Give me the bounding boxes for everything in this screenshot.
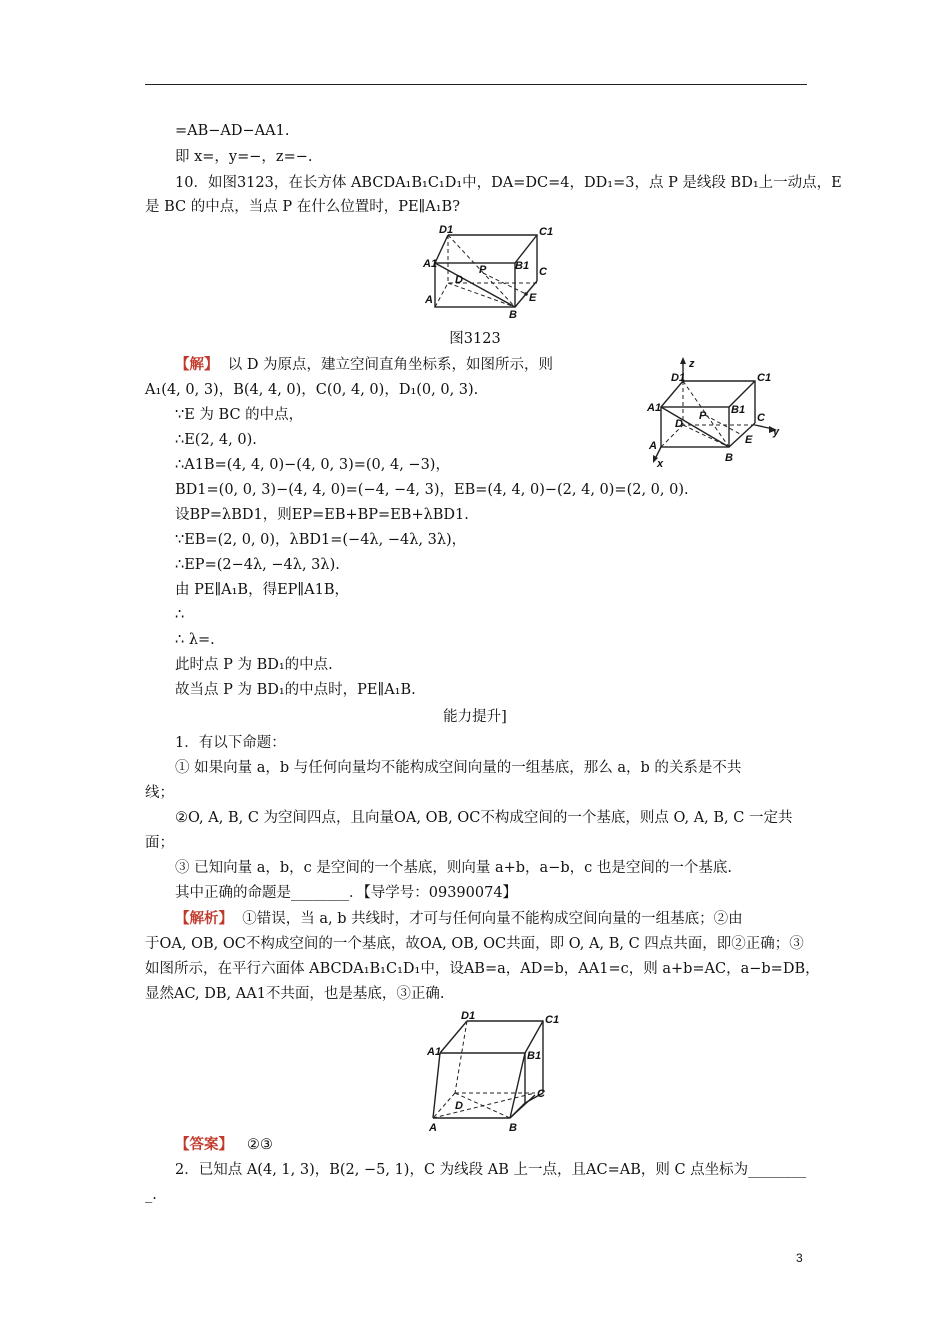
label: B [509,309,517,321]
header-rule [145,84,807,85]
label: A1 [427,1046,442,1058]
solution-line: ∴ λ=. [175,632,215,648]
solution-line: ∴A1B=(4, 4, 0)−(4, 0, 3)=(0, 4, −3)， [175,457,450,473]
question-10: 10．如图3123，在长方体 ABCDA₁B₁C₁D₁中，DA=DC=4，DD₁=3，点 P 是线段 BD₁上一动点，E [175,175,842,191]
problem-1: 1．有以下命题： [175,735,286,751]
label: C [537,1088,545,1100]
label: D [455,1100,463,1112]
label: B1 [731,404,746,416]
label: B [509,1122,517,1134]
solution-line: 由 PE∥A₁B，得EP∥A1B， [175,582,349,598]
figure-caption: 图3123 [449,331,501,347]
solution-line: A₁(4, 0, 3)，B(4, 4, 0)，C(0, 4, 0)，D₁(0, 0, 3). [145,382,479,398]
label: B [725,452,733,464]
section-title: 能力提升] [443,709,507,725]
question-10-cont: 是 BC 的中点，当点 P 在什么位置时，PE∥A₁B? [145,199,460,215]
text-line: 即 x=，y=−，z=−. [175,149,313,165]
solution-text: 以 D 为原点，建立空间直角坐标系，如图所示，则 [227,357,554,373]
label: C [539,266,547,278]
analysis-line: 显然AC, DB, AA1不共面，也是基底，③正确. [145,986,445,1002]
proposition-3: ③ 已知向量 a，b，c 是空间的一个基底，则向量 a+b，a−b，c 也是空间的一个基底. [175,860,732,876]
label: D [675,418,683,430]
analysis-line [175,910,743,928]
proposition-2-cont: 面； [145,835,174,851]
label: E [745,434,753,446]
label: C1 [757,372,772,384]
solution-line: ∵E 为 BC 的中点， [175,407,304,423]
label: A [425,294,433,306]
solution-line: 此时点 P 为 BD₁的中点. [175,657,333,673]
solution-line: ∵EB=(2, 0, 0)，λBD1=(−4λ, −4λ, 3λ)， [175,532,467,548]
analysis-tag: 【解析】 [175,910,233,927]
proposition-2: ②O, A, B, C 为空间四点，且向量OA, OB, OC不构成空间的一个基底，则点 O, A, B, C 一定共 [175,810,793,826]
label: A1 [423,258,438,270]
text-line: =AB−AD−AA1. [175,123,290,139]
label: A1 [647,402,662,414]
label: D [455,274,463,286]
label: A [429,1122,437,1134]
label: P [699,410,707,422]
answer-tag: 【答案】 [175,1136,233,1153]
solution-line: 设BP=λBD1，则EP=EB+BP=EB+λBD1. [175,507,469,523]
answer-line [175,1136,273,1154]
label: A [649,440,657,452]
proposition-1: ① 如果向量 a，b 与任何向量均不能构成空间向量的一组基底，那么 a，b 的关系是不共 [175,760,742,776]
solution-line: 故当点 P 为 BD₁的中点时，PE∥A₁B. [175,682,416,698]
solution-line: BD1=(0, 0, 3)−(4, 4, 0)=(−4, −4, 3)，EB=(4, 4, 0)−(2, 4, 0)=(2, 0, 0). [175,482,689,498]
solution-line: ∴ [175,607,185,623]
solution-tag: 【解】 [175,356,219,373]
figure-cuboid-1 [425,223,555,323]
label: C1 [545,1014,560,1026]
answer-blank: 其中正确的命题是________．【导学号：09390074】 [175,885,518,901]
figure-cuboid-axes [645,355,785,470]
label: E [529,292,537,304]
label: x [657,458,664,470]
label: B1 [527,1050,542,1062]
label: B1 [515,260,530,272]
solution-line [175,356,553,374]
label: D1 [439,224,454,236]
label: y [773,426,780,438]
solution-line: ∴E(2, 4, 0). [175,432,257,448]
figure-parallelepiped [425,1010,565,1134]
analysis-line: 如图所示，在平行六面体 ABCDA₁B₁C₁D₁中，设AB=a，AD=b，AA1=c，则 a+b=AC，a−b=DB， [145,961,820,977]
label: D1 [461,1010,476,1022]
analysis-text: ①错误，当 a, b 共线时，才可与任何向量不能构成空间向量的一组基底；②由 [242,911,743,927]
label: D1 [671,372,686,384]
label: z [689,358,695,370]
label: C [757,412,765,424]
answer-text: ②③ [246,1137,273,1153]
page-number: 3 [796,1251,803,1265]
label: P [479,264,487,276]
solution-line: ∴EP=(2−4λ, −4λ, 3λ). [175,557,340,573]
problem-2-cont: _. [145,1187,157,1203]
problem-2: 2．已知点 A(4, 1, 3)，B(2, −5, 1)，C 为线段 AB 上一点，且AC=AB，则 C 点坐标为________ [175,1162,807,1178]
analysis-line: 于OA, OB, OC不构成空间的一个基底，故OA, OB, OC共面，即 O, A, B, C 四点共面，即②正确；③ [145,936,804,952]
proposition-1-cont: 线； [145,785,174,801]
label: C1 [539,226,554,238]
